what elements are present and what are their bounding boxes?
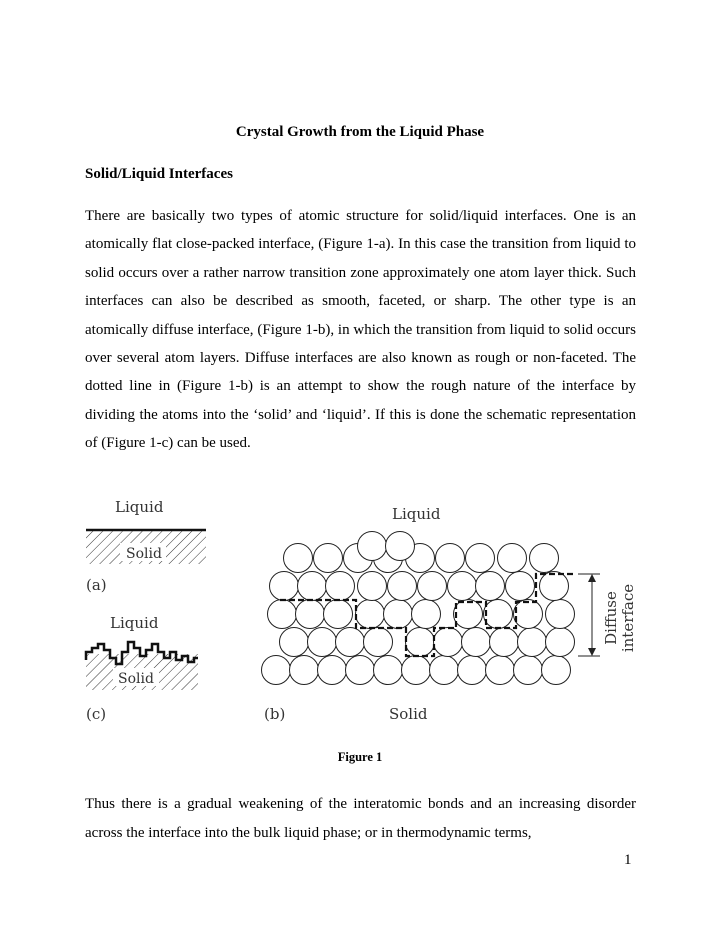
- atom-circle: [506, 572, 535, 601]
- atom-lattice: [262, 532, 575, 685]
- atom-circle: [284, 544, 313, 573]
- atom-circle: [430, 656, 459, 685]
- atom-circle: [308, 628, 337, 657]
- atom-circle: [540, 572, 569, 601]
- panel-a-solid-label: Solid: [126, 546, 162, 562]
- panel-a-liquid-label: Liquid: [115, 498, 164, 516]
- atom-circle: [358, 532, 387, 561]
- atom-circle: [542, 656, 571, 685]
- atom-circle: [466, 544, 495, 573]
- atom-circle: [434, 628, 463, 657]
- atom-circle: [402, 656, 431, 685]
- atom-circle: [458, 656, 487, 685]
- panel-b-solid-label: Solid: [389, 705, 428, 723]
- atom-circle: [476, 572, 505, 601]
- panel-b-liquid-label: Liquid: [392, 505, 441, 523]
- atom-circle: [490, 628, 519, 657]
- atom-circle: [454, 600, 483, 629]
- panel-c-label: (c): [86, 705, 107, 723]
- atom-circle: [498, 544, 527, 573]
- atom-circle: [268, 600, 297, 629]
- atom-circle: [462, 628, 491, 657]
- atom-circle: [546, 628, 575, 657]
- atom-circle: [324, 600, 353, 629]
- atom-circle: [486, 656, 515, 685]
- atom-circle: [530, 544, 559, 573]
- panel-a: [86, 498, 206, 594]
- diffuse-label-line1: Diffuse: [602, 591, 620, 645]
- panel-a-label: (a): [86, 576, 107, 594]
- atom-circle: [364, 628, 393, 657]
- atom-circle: [518, 628, 547, 657]
- atom-circle: [514, 600, 543, 629]
- atom-circle: [298, 572, 327, 601]
- atom-circle: [436, 544, 465, 573]
- atom-circle: [384, 600, 413, 629]
- paragraph-continuation: Thus there is a gradual weakening of the interatomic bonds and an increasing disorder across the interface into the bulk liquid phase; or in thermodynamic terms,: [85, 796, 636, 841]
- atom-circle: [406, 628, 435, 657]
- atom-circle: [356, 600, 385, 629]
- atom-circle: [280, 628, 309, 657]
- atom-circle: [262, 656, 291, 685]
- atom-circle: [346, 656, 375, 685]
- atom-circle: [448, 572, 477, 601]
- atom-circle: [546, 600, 575, 629]
- paragraph-intro: There are basically two types of atomic structure for solid/liquid interfaces. One is an atomically flat close-packed interface, (Figure 1-a). In this case the transition from liquid to solid occurs over a rather narrow transition zone approximately one atom layer thick. Such interfaces can also be described as smooth, faceted, or sharp. The other type is an atomically diffuse interface, (Figure 1-b), in which the transition from liquid to solid occurs over several atom layers. Diffuse interfaces are also known as rough or non-faceted. The dotted line in (Figure 1-b) is an attempt to show the rough nature of the interface by dividing the atoms into the ‘solid’ and ‘liquid’. If this is done the schematic representation of (Figure 1-c) can be used.: [85, 208, 636, 452]
- atom-circle: [374, 656, 403, 685]
- atom-circle: [514, 656, 543, 685]
- atom-circle: [336, 628, 365, 657]
- atom-circle: [386, 532, 415, 561]
- panel-c-solid-label: Solid: [118, 671, 154, 687]
- atom-circle: [418, 572, 447, 601]
- atom-circle: [388, 572, 417, 601]
- atom-circle: [484, 600, 513, 629]
- atom-circle: [326, 572, 355, 601]
- atom-circle: [296, 600, 325, 629]
- figure-caption: Figure 1: [337, 750, 383, 764]
- panel-c: [86, 614, 198, 723]
- atom-circle: [290, 656, 319, 685]
- atom-circle: [412, 600, 441, 629]
- atom-circle: [318, 656, 347, 685]
- atom-circle: [358, 572, 387, 601]
- page-number: 1: [624, 852, 632, 868]
- atom-circle: [270, 572, 299, 601]
- panel-b-label: (b): [264, 705, 286, 723]
- panel-c-liquid-label: Liquid: [110, 614, 159, 632]
- diffuse-label-line2: interface: [619, 583, 637, 653]
- document-title: Crystal Growth from the Liquid Phase: [235, 124, 485, 140]
- section-heading: Solid/Liquid Interfaces: [85, 166, 233, 182]
- atom-circle: [314, 544, 343, 573]
- panel-b: [262, 505, 638, 723]
